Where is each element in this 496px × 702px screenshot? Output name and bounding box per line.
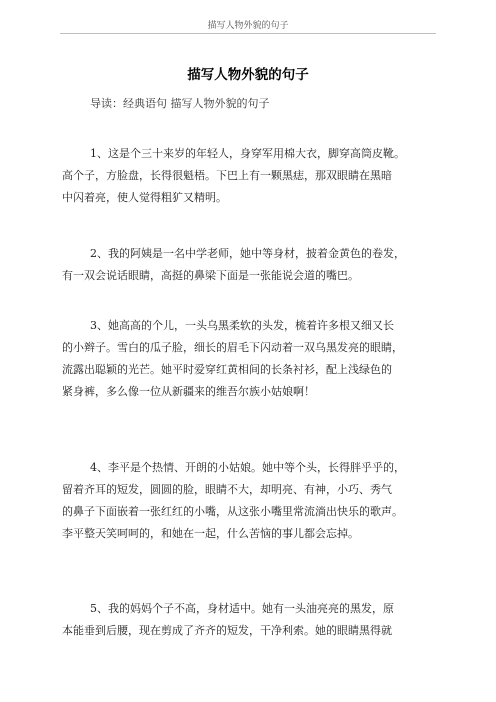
paragraph-5 (62, 598, 442, 642)
paragraph-line: 李平整天笑呵呵的，和她在一起，什么苦恼的事儿都会忘掉。 (62, 527, 359, 540)
paragraph-line: 本能垂到后腰，现在剪成了齐齐的短发，干净利索。她的眼睛黑得就 (62, 624, 392, 637)
paragraph-line: 3、她高高的个儿，一头乌黑柔软的头发，梳着许多根又细又长 (90, 319, 394, 332)
paragraph-line: 的鼻子下面嵌着一张红红的小嘴，从这张小嘴里常流淌出快乐的歌声。 (62, 505, 403, 518)
paragraph-line: 有一双会说话眼睛，高挺的鼻梁下面是一张能说会道的嘴巴。 (62, 269, 359, 282)
paragraph-line: 紧身裤，多么像一位从新疆来的维吾尔族小姑娘啊！ (62, 385, 315, 398)
paragraph-line: 流露出聪颖的光芒。她平时爱穿红黄相间的长条衬衫，配上浅绿色的 (62, 363, 392, 376)
paragraph-line: 4、李平是个热情、开朗的小姑娘。她中等个头，长得胖乎乎的， (90, 461, 405, 474)
paragraph-4 (62, 457, 442, 545)
paragraph-1 (62, 143, 442, 209)
paragraph-line: 留着齐耳的短发，圆圆的脸，眼睛不大，却明亮、有神，小巧、秀气 (62, 483, 392, 496)
paragraph-line: 5、我的妈妈个子不高，身材适中。她有一头油亮亮的黑发，原 (90, 602, 394, 615)
header-divider (60, 33, 436, 34)
intro-line: 导读：经典语句 描写人物外貌的句子 (90, 97, 270, 110)
running-header: 描写人物外貌的句子 (207, 21, 289, 31)
paragraph-line: 1、这是个三十来岁的年轻人，身穿军用棉大衣，脚穿高筒皮靴。 (90, 147, 405, 160)
paragraph-line: 的小辫子。雪白的瓜子脸，细长的眉毛下闪动着一双乌黑发亮的眼睛， (62, 341, 403, 354)
document-title: 描写人物外貌的句子 (187, 67, 309, 83)
paragraph-line: 2、我的阿姨是一名中学老师，她中等身材，披着金黄色的卷发， (90, 247, 405, 260)
paragraph-line: 高个子，方脸盘，长得很魁梧。下巴上有一颗黑痣，那双眼睛在黑暗 (62, 169, 392, 182)
paragraph-line: 中闪着亮，使人觉得粗犷又精明。 (62, 191, 227, 204)
paragraph-3 (62, 315, 442, 403)
paragraph-2 (62, 243, 442, 287)
